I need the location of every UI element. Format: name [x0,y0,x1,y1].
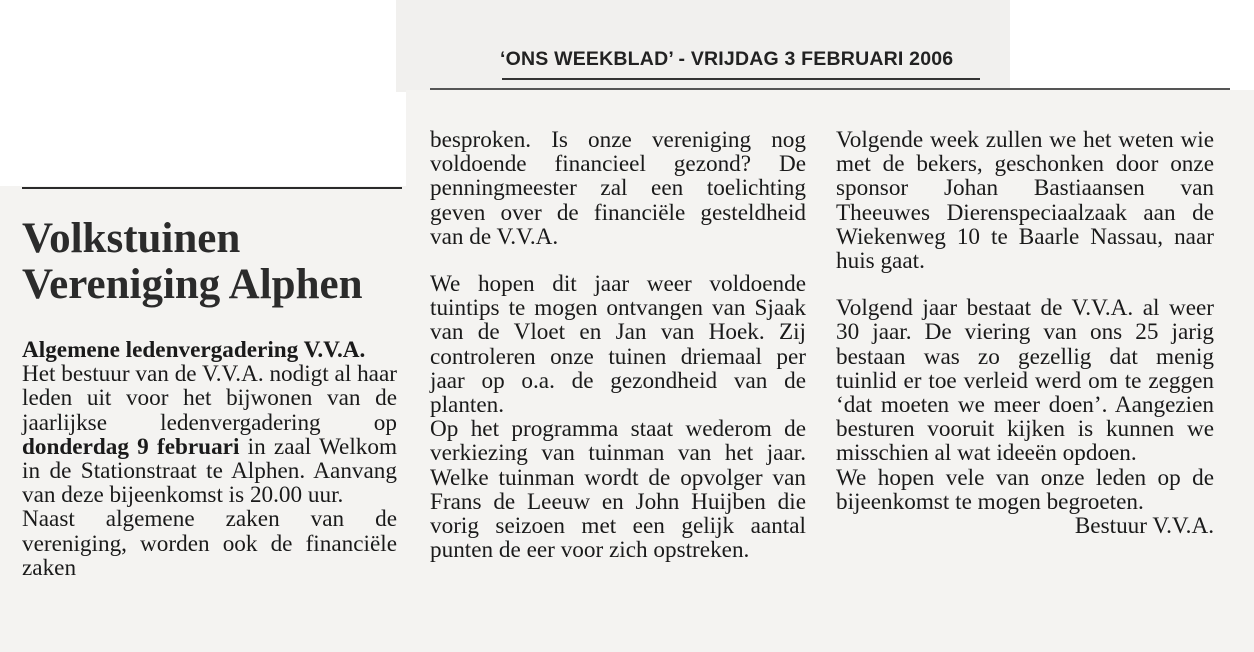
signature: Bestuur V.V.A. [1074,513,1214,540]
column-3-paragraph-2: Volgend jaar bestaat de V.V.A. al weer 30 jaar. De viering van ons 25 jarig bestaan was zo gezellig dat menig tuinlid er toe verleid werd om te zeggen ‘dat moeten we meer doen’. Aangezien besturen vooruit kijken is kunnen we misschien al wat ideeën opdoen. [836,295,1214,467]
column-3-paragraph-3: We hopen vele van onze leden op de bijeenkomst te mogen begroeten. [836,464,1214,515]
masthead-title: ‘ONS WEEKBLAD’ - VRIJDAG 3 FEBRUARI 2006 [500,48,954,70]
column-2-paragraph-2: We hopen dit jaar weer voldoende tuintips te mogen ontvangen van Sjaak van de Vloet en Jan van Hoek. Zij controleren onze tuinen driemaal per jaar op o.a. de gezondheid van de planten. [430,271,806,419]
article-column-1 [22,338,397,580]
column-1-paragraph-2: Naast algemene zaken van de vereniging, worden ook de financiële zaken [22,506,397,581]
headline-line-2: Vereniging Alphen [22,261,363,308]
headline-line-1: Volkstuinen [22,215,241,262]
headline-top-rule [22,187,402,189]
column-2-paragraph-3: Op het programma staat wederom de verkiezing van tuinman van het jaar. Welke tuinman wordt de opvolger van Frans de Leeuw en John Huijben die vorig seizoen met een gelijk aantal punten de eer voor zich opstreken. [430,416,806,564]
article-column-3 [836,128,1214,538]
masthead-rule [502,78,980,80]
article-column-2 [430,128,806,562]
article-subheading: Algemene ledenvergadering V.V.A. [22,337,366,363]
article-headline [22,216,402,308]
column-3-paragraph-1: Volgende week zullen we het weten wie met de bekers, geschonken door onze sponsor Johan Bastiaansen van Theeuwes Dierenspeciaalzaak aan de Wiekenweg 10 te Baarle Nassau, naar huis gaat. [836,127,1214,275]
column-2-paragraph-1: besproken. Is onze vereniging nog voldoende financieel gezond? De penningmeester zal een toelichting geven over de financiële gesteldheid van de V.V.A. [430,127,806,250]
meeting-date: donderdag 9 februari [22,433,240,460]
column-top-rule [430,88,1230,90]
column-1-paragraph-1: Het bestuur van de V.V.A. nodigt al haar leden uit voor het bijwonen van de jaarlijkse ledenvergadering op donderdag 9 februari in zaal Welkom in de Stationstraat te Alphen. Aanvang van deze bijeenkomst is 20.00 uur. [22,361,398,509]
